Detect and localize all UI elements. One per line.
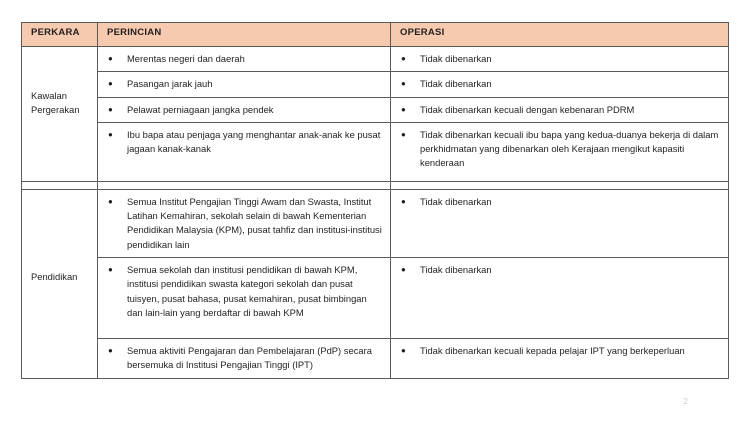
- bullet-dot-icon: ●: [108, 104, 113, 114]
- bullet-item: [391, 72, 728, 96]
- bullet-text: Merentas negeri dan daerah: [127, 53, 245, 64]
- column-header-perkara-label: PERKARA: [31, 27, 80, 38]
- page-number: 2: [683, 397, 688, 406]
- bullet-dot-icon: ●: [108, 54, 113, 63]
- section-spacer-row: [22, 181, 729, 189]
- bullet-item: [391, 258, 728, 282]
- table-row: [22, 122, 729, 181]
- bullet-item: [98, 72, 390, 96]
- table-section-gap: [22, 181, 729, 189]
- column-header-operasi: [391, 23, 729, 47]
- bullet-text: Tidak dibenarkan kecuali dengan kebenaran PDRM: [420, 103, 635, 115]
- bullet-dot-icon: ●: [108, 196, 113, 206]
- detail-cell: [98, 339, 391, 379]
- operation-cell: [391, 122, 729, 181]
- bullet-text: Tidak dibenarkan kecuali kepada pelajar IPT yang berkeperluan: [420, 345, 685, 357]
- detail-cell: [98, 189, 391, 257]
- detail-cell: [98, 97, 391, 122]
- bullet-text: Tidak dibenarkan: [420, 195, 492, 207]
- restrictions-table-container: [21, 22, 728, 379]
- detail-cell: [98, 122, 391, 181]
- operation-cell: [391, 258, 729, 339]
- bullet-text: Tidak dibenarkan kecuali ibu bapa yang kedua-duanya bekerja di dalam perkhidmatan yang dibenarkan oleh Kerajaan mengikut kapasiti kenderaan: [420, 128, 719, 169]
- bullet-item: [98, 47, 390, 71]
- bullet-text: Pasangan jarak jauh: [127, 78, 213, 90]
- bullet-dot-icon: ●: [108, 346, 113, 356]
- column-header-perkara: [22, 23, 98, 47]
- detail-cell: [98, 47, 391, 72]
- table-row: [22, 189, 729, 257]
- bullet-text: Ibu bapa atau penjaga yang menghantar anak-anak ke pusat jagaan kanak-kanak: [127, 128, 381, 155]
- category-label: Kawalan Pergerakan: [31, 90, 80, 116]
- bullet-item: [391, 98, 728, 122]
- bullet-item: [391, 190, 728, 214]
- bullet-text: Semua sekolah dan institusi pendidikan di bawah KPM, institusi pendidikan swasta kategori sekolah dan pusat tuisyen, pusat bahasa, pusat kemahiran, pusat bimbingan dan lain-lain yang berdaftar di bawah KPM: [127, 264, 367, 318]
- table-body-pendidikan: [22, 189, 729, 378]
- operation-cell: [391, 189, 729, 257]
- bullet-dot-icon: ●: [401, 54, 406, 63]
- category-cell-kawalan-pergerakan: [22, 47, 98, 182]
- bullet-item: [98, 339, 390, 378]
- bullet-item: [98, 98, 390, 122]
- bullet-item: [391, 339, 728, 363]
- bullet-dot-icon: ●: [108, 129, 113, 139]
- column-header-operasi-label: OPERASI: [400, 27, 445, 38]
- restrictions-table: [21, 22, 729, 379]
- table-row: [22, 47, 729, 72]
- bullet-dot-icon: ●: [401, 196, 406, 206]
- operation-cell: [391, 47, 729, 72]
- bullet-item: [98, 258, 390, 325]
- section-spacer-cell: [22, 181, 98, 189]
- bullet-item: [98, 190, 390, 257]
- column-header-perincian: [98, 23, 391, 47]
- detail-cell: [98, 72, 391, 97]
- category-cell-pendidikan: [22, 189, 98, 378]
- table-row: [22, 258, 729, 339]
- column-header-perincian-label: PERINCIAN: [107, 27, 162, 38]
- bullet-text: Tidak dibenarkan: [420, 78, 492, 90]
- bullet-dot-icon: ●: [108, 265, 113, 275]
- bullet-item: [391, 47, 728, 71]
- table-row: [22, 97, 729, 122]
- bullet-text: Semua Institut Pengajian Tinggi Awam dan Swasta, Institut Latihan Kemahiran, sekolah selain di bawah Kementerian Pendidikan Malaysia (KPM), pusat tahfiz dan institusi-institusi pendidikan lain: [127, 195, 382, 250]
- table-row: [22, 72, 729, 97]
- bullet-item: [391, 123, 728, 176]
- bullet-dot-icon: ●: [108, 79, 113, 89]
- bullet-dot-icon: ●: [401, 346, 406, 356]
- bullet-text: Pelawat perniagaan jangka pendek: [127, 103, 274, 115]
- bullet-item: [98, 123, 390, 162]
- operation-cell: [391, 72, 729, 97]
- operation-cell: [391, 339, 729, 379]
- bullet-dot-icon: ●: [401, 104, 406, 114]
- section-spacer-cell: [391, 181, 729, 189]
- category-label: Pendidikan: [31, 270, 78, 282]
- detail-cell: [98, 258, 391, 339]
- operation-cell: [391, 97, 729, 122]
- table-header-row: [22, 23, 729, 47]
- bullet-dot-icon: ●: [401, 129, 406, 139]
- bullet-dot-icon: ●: [401, 79, 406, 89]
- table-body-kawalan-pergerakan: [22, 47, 729, 182]
- bullet-dot-icon: ●: [401, 265, 406, 275]
- bullet-text: Tidak dibenarkan: [420, 53, 492, 64]
- table-row: [22, 339, 729, 379]
- section-spacer-cell: [98, 181, 391, 189]
- bullet-text: Tidak dibenarkan: [420, 264, 492, 276]
- bullet-text: Semua aktiviti Pengajaran dan Pembelajaran (PdP) secara bersemuka di Institusi Pengajian Tinggi (IPT): [127, 345, 372, 371]
